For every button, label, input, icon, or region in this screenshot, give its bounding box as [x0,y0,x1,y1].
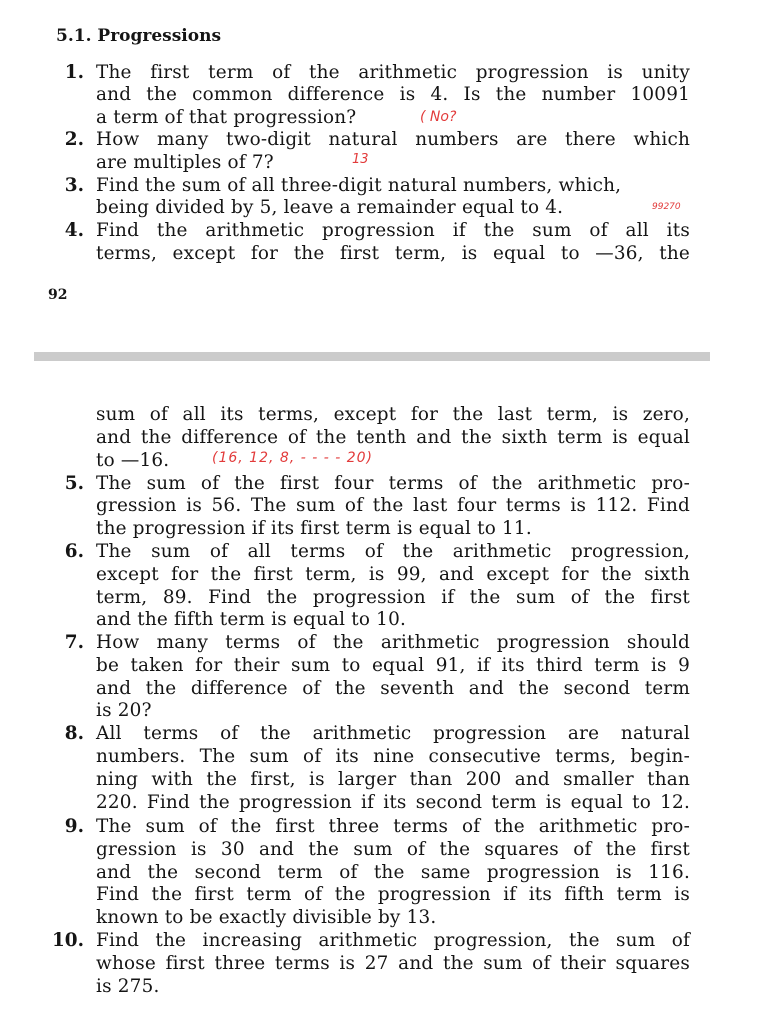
text-line: the progression if its first term is equal to 11. [96,518,532,539]
problem-number-7: 7. [64,632,84,653]
text-line: ning with the first, is larger than 200 and smaller than [96,769,690,790]
text-line: Find the first term of the progression if its fifth term is [96,884,690,905]
text-line: a term of that progression? [96,107,357,128]
text-line: term, 89. Find the progression if the sum of the first [96,587,690,608]
text-line: are multiples of 7? [96,152,274,173]
text-line: whose first three terms is 27 and the sum of their squares [96,953,690,974]
text-line: gression is 30 and the sum of the squares of the first [96,839,690,860]
text-line: The sum of the first three terms of the arithmetic pro- [96,816,690,837]
text-line: is 275. [96,976,160,997]
text-line: The first term of the arithmetic progression is unity [96,62,690,83]
text-line: Find the increasing arithmetic progression, the sum of [96,930,690,951]
section-title: 5.1. Progressions [56,26,222,46]
text-line: 220. Find the progression if its second term is equal to 12. [96,792,690,813]
problem-number-3: 3. [64,175,84,196]
text-line: How many two-digit natural numbers are there which [96,129,690,150]
text-line: The sum of all terms of the arithmetic progression, [96,541,690,562]
problem-number-6: 6. [64,541,84,562]
text-line: Find the sum of all three-digit natural numbers, which, [96,175,622,196]
problem-number-10: 10. [52,930,84,951]
text-line: and the difference of the seventh and the second term [96,678,690,699]
page-number: 92 [48,287,68,303]
text-line: and the second term of the same progression is 116. [96,862,690,883]
page-divider [34,352,710,361]
text-line: being divided by 5, leave a remainder equal to 4. [96,197,564,218]
text-line: and the difference of the tenth and the sixth term is equal [96,427,690,448]
text-line: sum of all its terms, except for the last term, is zero, [96,404,690,425]
handwritten-note: 99270 [652,202,681,212]
problem-number-5: 5. [64,473,84,494]
text-line: and the fifth term is equal to 10. [96,609,407,630]
text-line: except for the first term, is 99, and except for the sixth [96,564,690,585]
problem-number-2: 2. [64,129,84,150]
text-line: numbers. The sum of its nine consecutive terms, begin- [96,746,690,767]
handwritten-note: (16, 12, 8, - - - - 20) [212,450,373,466]
text-line: How many terms of the arithmetic progression should [96,632,690,653]
text-line: The sum of the first four terms of the arithmetic pro- [96,473,690,494]
problem-number-9: 9. [64,816,84,837]
handwritten-note: ( No? [420,109,457,125]
text-line: and the common difference is 4. Is the number 10091 [96,84,690,105]
text-line: be taken for their sum to equal 91, if its third term is 9 [96,655,690,676]
text-line: Find the arithmetic progression if the sum of all its [96,220,690,241]
problem-number-1: 1. [64,62,84,83]
text-line: is 20? [96,700,152,721]
text-line: All terms of the arithmetic progression are natural [96,723,690,744]
problem-number-8: 8. [64,723,84,744]
handwritten-note: 13 [352,152,369,167]
text-line: gression is 56. The sum of the last four terms is 112. Find [96,495,690,516]
text-line: known to be exactly divisible by 13. [96,907,437,928]
text-line: terms, except for the first term, is equal to —36, the [96,243,690,264]
problem-number-4: 4. [64,220,84,241]
text-line: to —16. [96,450,170,471]
